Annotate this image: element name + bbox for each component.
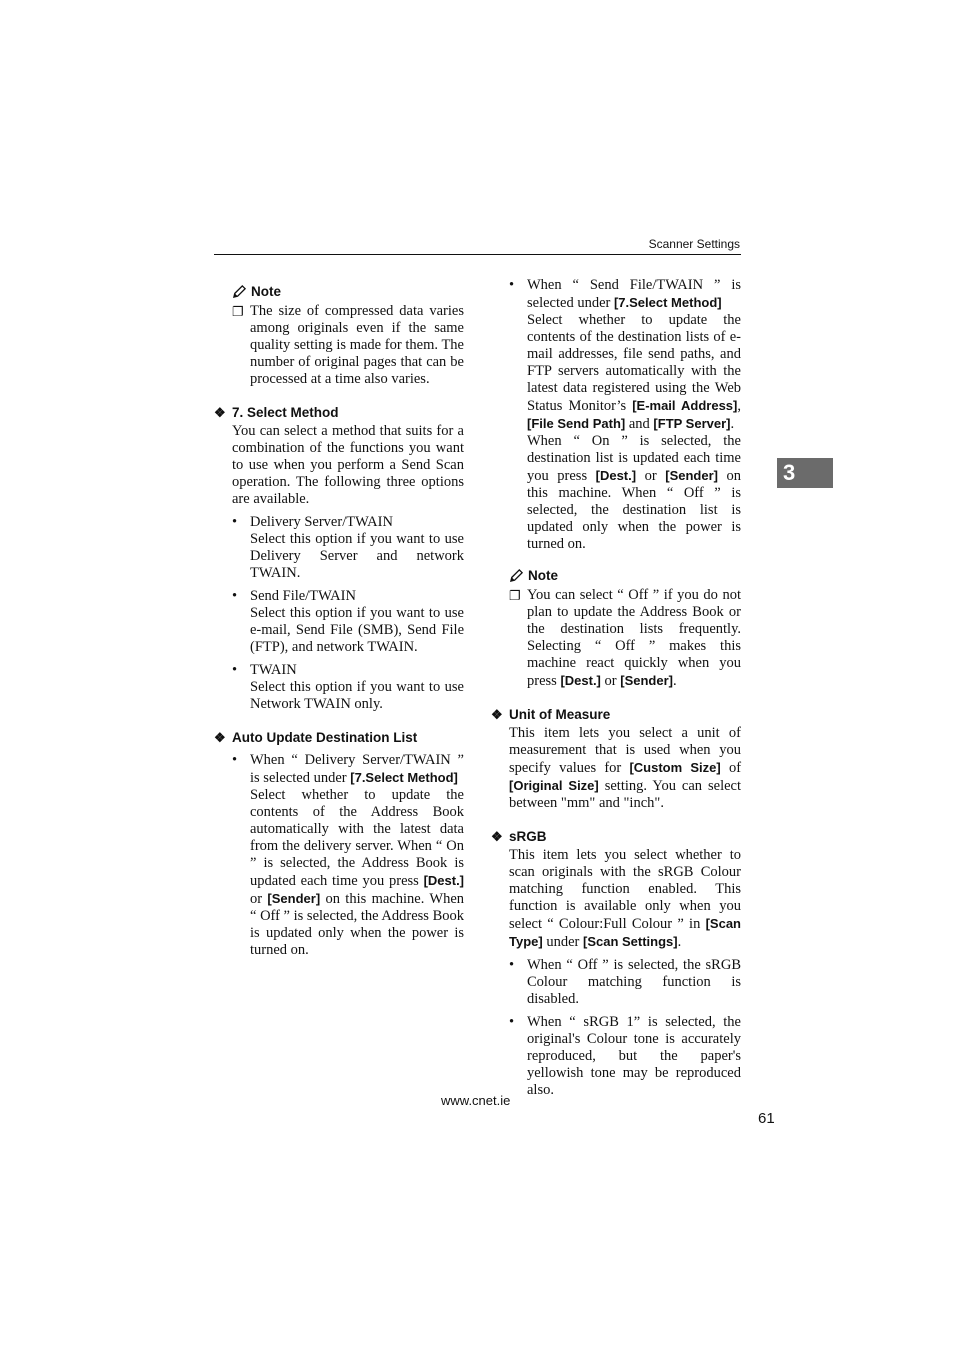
- note-item: ❐ The size of compressed data varies among originals even if the same quality setting is made for them. The number of original pages that can be processed at a time also varies.: [232, 303, 464, 387]
- diamond-bullet-icon: ❖: [491, 829, 503, 844]
- list-item: • When “ Delivery Server/TWAIN ” is selected under [7.Select Method] Select whether to update the contents of the Address Book automatically with the latest data from the delivery server. When “ On ” is selected, the Address Book is updated each time you press [Dest.] or [Sender] on this machine. When “ Off ” is selected, the Address Book is updated only when the power is turned on.: [232, 752, 465, 958]
- pencil-icon: [509, 568, 524, 583]
- list-item: • Delivery Server/TWAIN Select this option if you want to use Delivery Server and network TWAIN.: [232, 514, 464, 581]
- srgb-body: This item lets you select whether to scan originals with the sRGB Colour matching function enabled. This function is available only when you select “ Colour:Full Colour ” in [Scan Type] under [Scan Settings].: [509, 847, 741, 950]
- bullet-dot: •: [232, 588, 238, 604]
- note-heading: Note: [509, 567, 741, 584]
- page-number: 61: [758, 1110, 775, 1127]
- list-item: • When “ Off ” is selected, the sRGB Colour matching function is disabled.: [509, 957, 741, 1007]
- bullet-dot: •: [232, 514, 238, 530]
- section-heading-auto-update: ❖ Auto Update Destination List: [214, 730, 418, 745]
- footer-url: www.cnet.ie: [441, 1093, 511, 1108]
- right-column: [491, 277, 741, 1099]
- list-item: • When “ Send File/TWAIN ” is selected under [7.Select Method] Select whether to update the contents of the destination lists of e-mail addresses, file send paths, and FTP servers automatically with the latest data registered using the Web Status Monitor’s [E-mail Address], [File Send Path] and [FTP Server]. When “ On ” is selected, the destination list is updated each time you press [Dest.] or [Sender] on this machine. When “ Off ” is selected, the destination list is updated only when the power is turned on.: [509, 277, 741, 552]
- diamond-bullet-icon: ❖: [491, 707, 503, 722]
- note-item: ❐ You can select “ Off ” if you do not plan to update the Address Book or the destination lists frequently. Selecting “ Off ” makes this machine react quickly when you press [Dest.] or [Sender].: [509, 587, 741, 689]
- bullet-dot: •: [509, 1014, 515, 1030]
- list-item: • TWAIN Select this option if you want to use Network TWAIN only.: [232, 662, 464, 712]
- diamond-bullet-icon: ❖: [214, 405, 226, 420]
- bullet-dot: •: [509, 277, 515, 293]
- list-item: • Send File/TWAIN Select this option if you want to use e-mail, Send File (SMB), Send File (FTP), and network TWAIN.: [232, 588, 464, 655]
- checkbox-icon: ❐: [232, 304, 244, 319]
- bullet-dot: •: [509, 957, 515, 973]
- header-rule: [214, 254, 741, 255]
- section-heading-unit-of-measure: ❖ Unit of Measure: [491, 707, 611, 722]
- note-heading: Note: [232, 283, 464, 300]
- section-heading-select-method: ❖ 7. Select Method: [214, 405, 339, 420]
- pencil-icon: [232, 284, 247, 299]
- list-item: • When “ sRGB 1” is selected, the original's Colour tone is accurately reproduced, but the paper's yellowish tone may be reproduced also.: [509, 1014, 741, 1098]
- bullet-dot: •: [232, 662, 238, 678]
- running-header: Scanner Settings: [648, 237, 740, 251]
- chapter-tab: 3: [777, 458, 833, 488]
- unit-of-measure-body: This item lets you select a unit of measurement that is used when you specify values for [Custom Size] of [Original Size] setting. You can select between "mm" and "inch".: [509, 725, 742, 811]
- left-column: [214, 283, 464, 959]
- checkbox-icon: ❐: [509, 588, 521, 603]
- diamond-bullet-icon: ❖: [214, 730, 226, 745]
- section-heading-srgb: ❖ sRGB: [491, 829, 547, 844]
- select-method-intro: You can select a method that suits for a combination of the functions you want to use when you perform a Send Scan operation. The following three options are available.: [232, 423, 464, 507]
- bullet-dot: •: [232, 752, 238, 768]
